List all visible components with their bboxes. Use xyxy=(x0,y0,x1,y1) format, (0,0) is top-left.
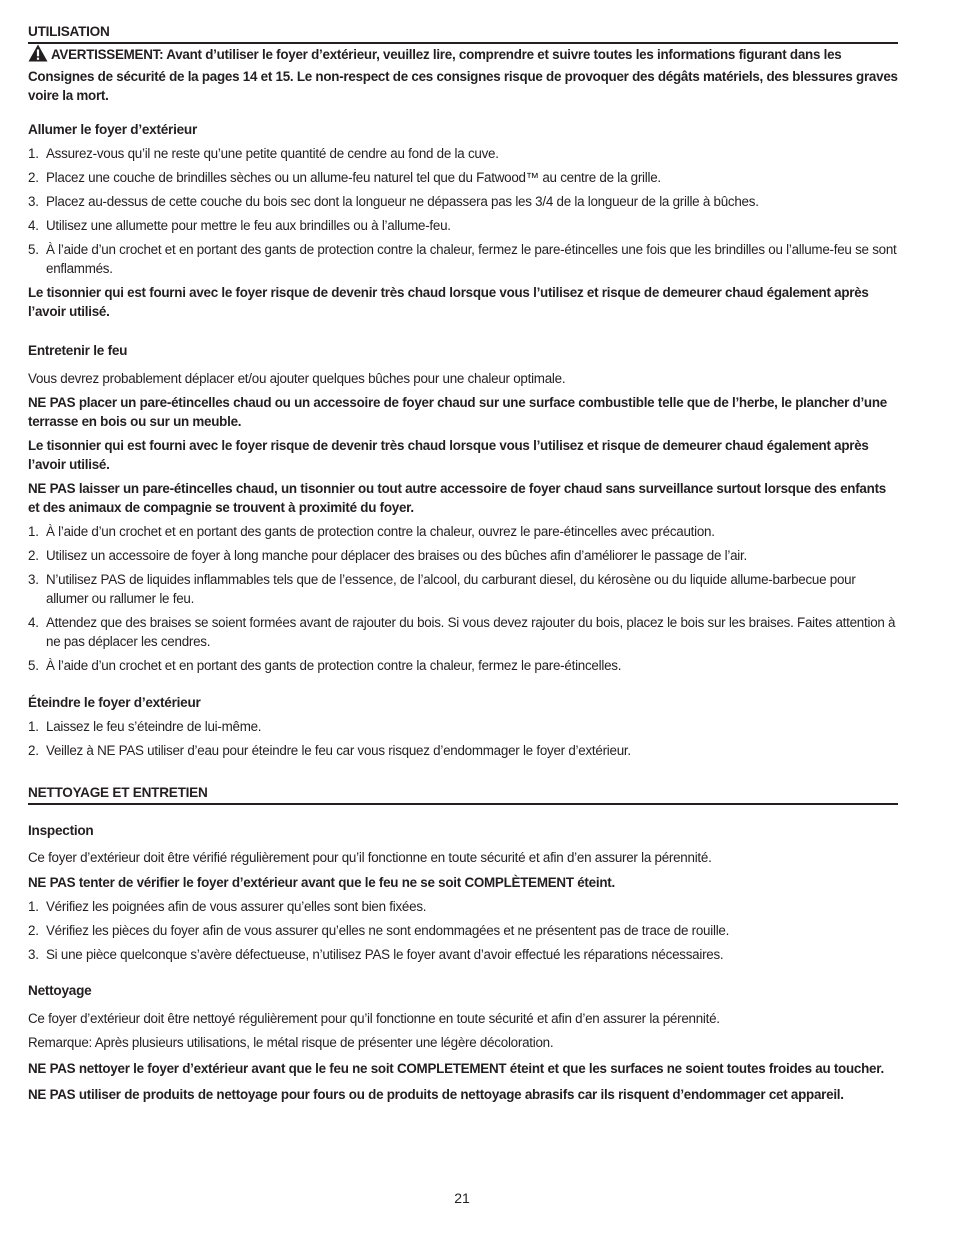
inspection-steps xyxy=(28,897,898,964)
entretenir-intro: Vous devrez probablement déplacer et/ou ajouter quelques bûches pour une chaleur optimale. xyxy=(28,371,566,386)
list-item: 1. Assurez-vous qu’il ne reste qu’une petite quantité de cendre au fond de la cuve. xyxy=(28,146,499,161)
list-item: 3. N’utilisez PAS de liquides inflammables tels que de l’essence, de l’alcool, du carburant diesel, du kérosène ou du liquide allume-barbecue pour allumer ou rallumer le feu. xyxy=(28,572,856,606)
tisonnier-note: Le tisonnier qui est fourni avec le foyer risque de devenir très chaud lorsque vous l’utilisez et risque de demeurer chaud également après l’avoir utilisé. xyxy=(28,285,869,319)
eteindre-steps xyxy=(28,717,898,760)
manual-page xyxy=(28,22,898,1104)
section-heading-nettoyage: NETTOYAGE ET ENTRETIEN xyxy=(28,783,898,805)
inspection-warning: NE PAS tenter de vérifier le foyer d’extérieur avant que le feu ne se soit COMPLÈTEMENT éteint. xyxy=(28,875,615,890)
subheading-eteindre: Éteindre le foyer d’extérieur xyxy=(28,695,201,710)
nettoyage-remark: Remarque: Après plusieurs utilisations, le métal risque de présenter une légère décoloration. xyxy=(28,1035,554,1050)
subheading-allumer: Allumer le foyer d’extérieur xyxy=(28,122,198,137)
allumer-steps xyxy=(28,144,898,278)
warning-triangle-icon xyxy=(28,44,48,67)
warning-text: AVERTISSEMENT: Avant d’utiliser le foyer d’extérieur, veuillez lire, comprendre et suivre toutes les informations figurant dans les Consignes de sécurité de la pages 14 et 15. Le non-respect de ces consignes risque de provoquer des dégâts matériels, des blessures graves voire la mort. xyxy=(28,47,898,103)
list-item: 1. Laissez le feu s’éteindre de lui-même. xyxy=(28,719,262,734)
nettoyage-intro: Ce foyer d’extérieur doit être nettoyé régulièrement pour qu’il fonctionne en toute sécurité et afin d’en assurer la pérennité. xyxy=(28,1011,720,1026)
subheading-inspection: Inspection xyxy=(28,823,94,838)
page-number: 21 xyxy=(454,1190,470,1206)
subheading-nettoyage: Nettoyage xyxy=(28,983,92,998)
list-item: 2. Utilisez un accessoire de foyer à long manche pour déplacer des braises ou des bûches afin d’améliorer le passage de l’air. xyxy=(28,548,747,563)
entretenir-steps xyxy=(28,522,898,675)
subheading-entretenir: Entretenir le feu xyxy=(28,343,128,358)
list-item: 4. Utilisez une allumette pour mettre le feu aux brindilles ou à l’allume-feu. xyxy=(28,218,451,233)
list-item: 2. Veillez à NE PAS utiliser d’eau pour éteindre le feu car vous risquez d’endommager le foyer d’extérieur. xyxy=(28,743,631,758)
list-item: 2. Vérifiez les pièces du foyer afin de vous assurer qu’elles ne sont endommagées et ne présentent pas de trace de rouille. xyxy=(28,923,730,938)
inspection-intro: Ce foyer d’extérieur doit être vérifié régulièrement pour qu’il fonctionne en toute sécurité et afin d’en assurer la pérennité. xyxy=(28,850,712,865)
warning-bold-3: NE PAS laisser un pare-étincelles chaud, un tisonnier ou tout autre accessoire de foyer chaud sans surveillance surtout lorsque des enfants et des animaux de compagnie se trouvent à proximité du foyer. xyxy=(28,481,886,515)
nettoyage-warning-1: NE PAS nettoyer le foyer d’extérieur avant que le feu ne soit COMPLETEMENT éteint et que les surfaces ne soient toutes froides au toucher. xyxy=(28,1061,884,1076)
list-item: 5. À l’aide d’un crochet et en portant des gants de protection contre la chaleur, fermez le pare-étincelles une fois que les brindilles ou l’allume-feu se sont enflammés. xyxy=(28,242,897,276)
section-heading-utilisation: UTILISATION xyxy=(28,22,898,44)
list-item: 2. Placez une couche de brindilles sèches ou un allume-feu naturel tel que du Fatwood™ au centre de la grille. xyxy=(28,170,661,185)
nettoyage-warning-2: NE PAS utiliser de produits de nettoyage pour fours ou de produits de nettoyage abrasifs car ils risquent d’endommager cet appareil. xyxy=(28,1087,844,1102)
list-item: 3. Placez au-dessus de cette couche du bois sec dont la longueur ne dépassera pas les 3/4 de la longueur de la grille à bûches. xyxy=(28,194,759,209)
list-item: 1. À l’aide d’un crochet et en portant des gants de protection contre la chaleur, ouvrez le pare-étincelles avec précaution. xyxy=(28,524,715,539)
list-item: 1. Vérifiez les poignées afin de vous assurer qu’elles sont bien fixées. xyxy=(28,899,427,914)
warning-bold-1: NE PAS placer un pare-étincelles chaud ou un accessoire de foyer chaud sur une surface combustible telle que de l’herbe, le plancher d’une terrasse en bois ou sur un meuble. xyxy=(28,395,887,429)
list-item: 4. Attendez que des braises se soient formées avant de rajouter du bois. Si vous devez rajouter du bois, placez le bois sur les braises. Faites attention à ne pas déplacer les cendres. xyxy=(28,615,896,649)
list-item: 5. À l’aide d’un crochet et en portant des gants de protection contre la chaleur, fermez le pare-étincelles. xyxy=(28,658,622,673)
warning-paragraph xyxy=(28,44,898,105)
list-item: 3. Si une pièce quelconque s’avère défectueuse, n’utilisez PAS le foyer avant d’avoir effectué les réparations nécessaires. xyxy=(28,947,724,962)
warning-bold-2: Le tisonnier qui est fourni avec le foyer risque de devenir très chaud lorsque vous l’utilisez et risque de demeurer chaud également après l’avoir utilisé. xyxy=(28,438,869,472)
